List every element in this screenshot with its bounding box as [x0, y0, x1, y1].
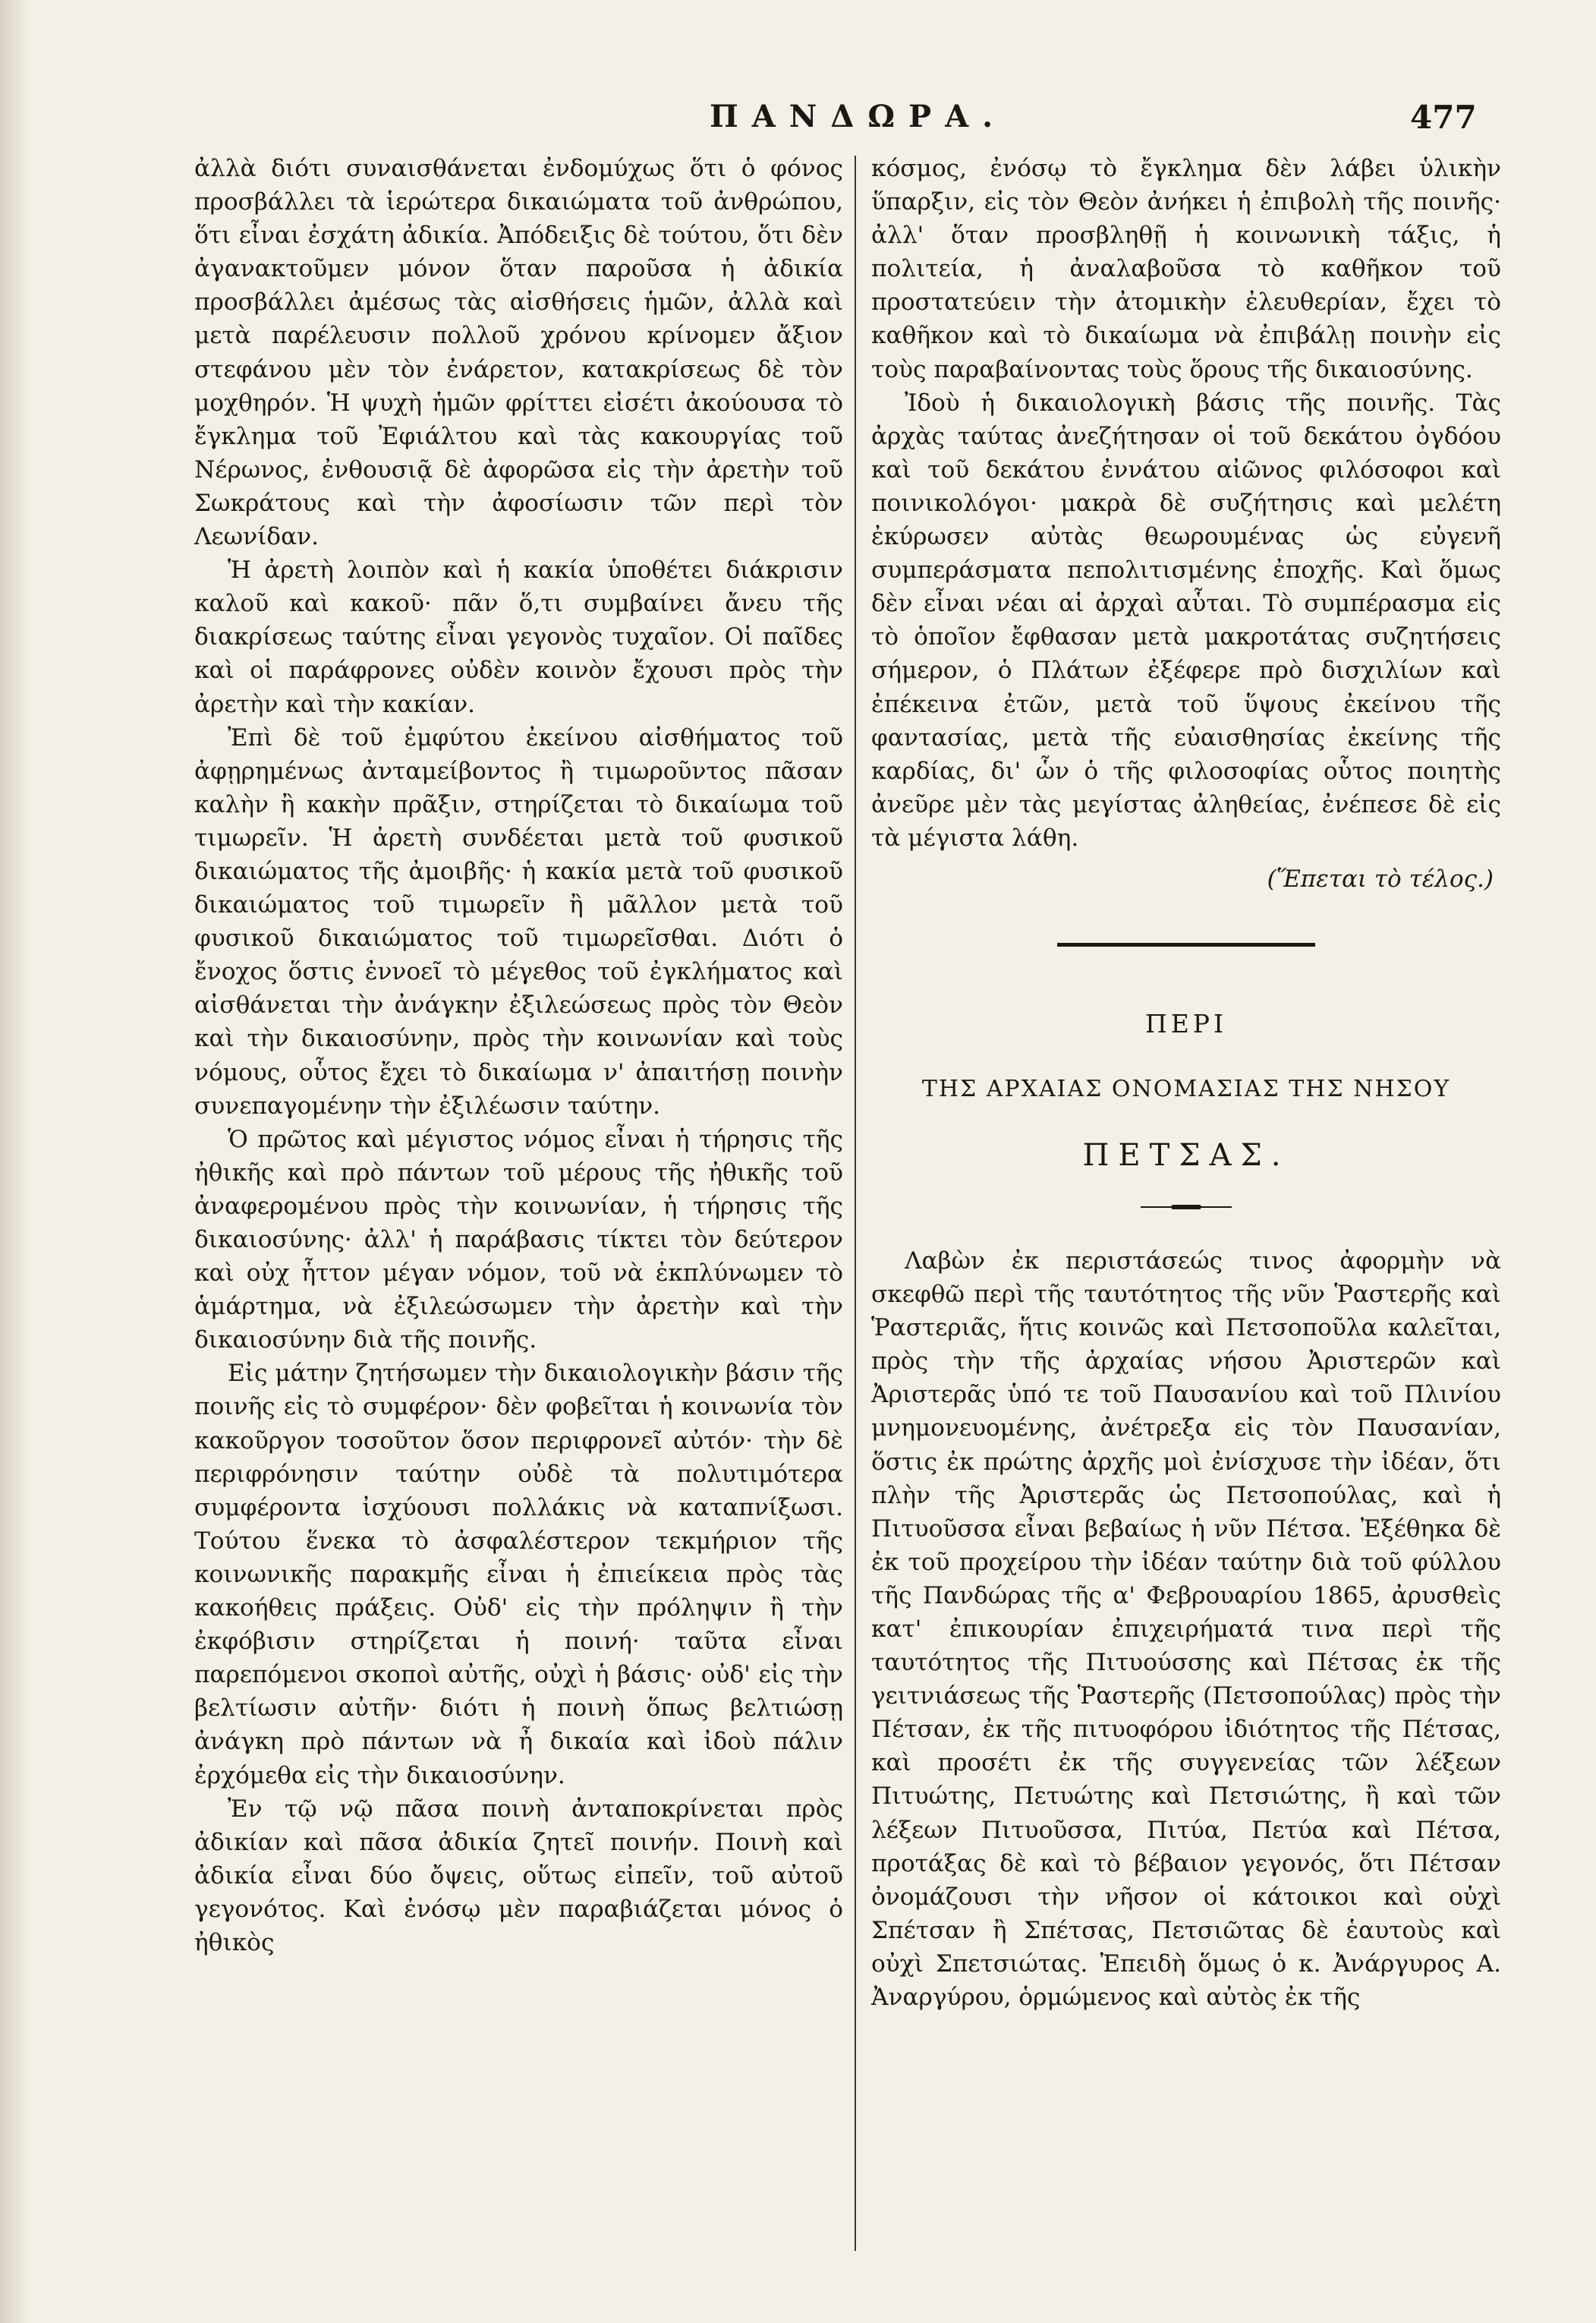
page-number: 477 [1410, 99, 1477, 136]
paragraph: Ἐπὶ δὲ τοῦ ἐμφύτου ἐκείνου αἰσθήματος τοῦ ἀφῃρημένως ἀνταμείβοντος ἢ τιμωροῦντος πᾶσαν καλὴν ἢ κακὴν πρᾶξιν, στηρίζεται τὸ δικαίωμα τοῦ τιμωρεῖν. Ἡ ἀρετὴ συνδέεται μετὰ τοῦ φυσικοῦ δικαιώματος τῆς ἀμοιβῆς· ἡ κακία μετὰ τοῦ φυσικοῦ δικαιώματος τοῦ τιμωρεῖν ἢ μᾶλλον μετὰ τοῦ φυσικοῦ δικαιώματος τοῦ τιμωρεῖσθαι. Διότι ὁ ἔνοχος ὅστις ἐννοεῖ τὸ μέγεθος τοῦ ἐγκλήματος καὶ αἰσθάνεται τὴν ἀνάγκην ἐξιλεώσεως πρὸς τὸν Θεὸν καὶ τὴν δικαιοσύνην, πρὸς τὴν κοινωνίαν καὶ τοὺς νόμους, οὗτος ἔχει τὸ δικαίωμα ν' ἀπαιτήσῃ ποινὴν συνεπαγομένην τὴν ἐξιλέωσιν ταύτην. [194, 723, 843, 1120]
column-divider [855, 156, 856, 2251]
to-be-continued-note: (Ἕπεται τὸ τέλος.) [1267, 865, 1494, 893]
running-head [0, 99, 1596, 144]
paragraph: Εἰς μάτην ζητήσωμεν τὴν δικαιολογικὴν βάσιν τῆς ποινῆς εἰς τὸ συμφέρον· δὲν φοβεῖται ἡ κοινωνία τὸν κακοῦργον τοσοῦτον ὅσον περιφρονεῖ αὐτόν· τὴν δὲ περιφρόνησιν ταύτην οὐδὲ τὰ πολυτιμότερα συμφέροντα ἰσχύουσι πολλάκις νὰ καταπνίξωσι. Τούτου ἕνεκα τὸ ἀσφαλέστερον τεκμήριον τῆς κοινωνικῆς παρακμῆς εἶναι ἡ ἐπιείκεια πρὸς τὰς κακοήθεις πράξεις. Οὐδ' εἰς τὴν πρόληψιν ἢ τὴν ἐκφόβισιν στηρίζεται ἡ ποινή· ταῦτα εἶναι παρεπόμενοι σκοποὶ αὐτῆς, οὐχὶ ἡ βάσις· οὐδ' εἰς τὴν βελτίωσιν αὐτῆν· διότι ἡ ποινὴ ὅπως βελτιώσῃ ἀνάγκη πρὸ πάντων νὰ ἦ δικαία καὶ ἰδοὺ πάλιν ἐρχόμεθα εἰς τὴν δικαιοσύνην. [194, 1360, 843, 1789]
section-divider [1057, 943, 1315, 947]
journal-title: ΠΑΝΔΩΡΑ. [710, 99, 1007, 134]
paragraph: Ἰδοὺ ἡ δικαιολογικὴ βάσις τῆς ποινῆς. Τὰς ἀρχὰς ταύτας ἀνεζήτησαν οἱ τοῦ δεκάτου ὀγδόου καὶ τοῦ δεκάτου ἐννάτου αἰῶνος φιλόσοφοι καὶ ποινικολόγοι· μακρὰ δὲ συζήτησις καὶ μελέτη ἐκύρωσεν αὐτὰς θεωρουμένας ὡς εὐγενῆ συμπεράσματα πεπολιτισμένης ἐποχῆς. Καὶ ὅμως δὲν εἶναι νέαι αἱ ἀρχαὶ αὗται. Τὸ συμπέρασμα εἰς τὸ ὁποῖον ἔφθασαν μετὰ μακροτάτας συζητήσεις σήμερον, ὁ Πλάτων ἐξέφερε πρὸ δισχιλίων καὶ ἐπέκεινα ἐτῶν, μετὰ τοῦ ὕψους ἐκείνου τῆς φαντασίας, μετὰ τῆς εὐαισθησίας ἐκείνης τῆς καρδίας, δι' ὧν ὁ τῆς φιλοσοφίας οὗτος ποιητὴς ἀνεῦρε μὲν τὰς μεγίστας ἀληθείας, ἐνέπεσε δὲ εἰς τὰ μέγιστα λάθη. [871, 389, 1501, 852]
left-column [194, 152, 843, 1959]
ornament-divider [1141, 1205, 1232, 1209]
binding-shadow [0, 0, 30, 2323]
right-column [871, 152, 1501, 2014]
paragraph: Ὁ πρῶτος καὶ μέγιστος νόμος εἶναι ἡ τήρησις τῆς ἠθικῆς καὶ πρὸ πάντων τοῦ μέρους τῆς ἠθικῆς τοῦ ἀναφερομένου πρὸς τὴν κοινωνίαν, ἡ τήρησις τῆς δικαιοσύνης· ἀλλ' ἡ παράβασις τίκτει τὸν δεύτερον καὶ οὐχ ἧττον μέγαν νόμον, τοῦ νὰ ἐκπλύνωμεν τὸ ἁμάρτημα, νὰ ἐξιλεώσωμεν τὴν ἀρετὴν καὶ τὴν δικαιοσύνην διὰ τῆς ποινῆς. [194, 1125, 843, 1354]
article-heading-peri: ΠΕΡΙ [1144, 1008, 1228, 1039]
article-body [871, 1244, 1501, 2014]
paragraph: Ἐν τῷ νῷ πᾶσα ποινὴ ἀνταποκρίνεται πρὸς ἀδικίαν καὶ πᾶσα ἀδικία ζητεῖ ποινήν. Ποινὴ καὶ ἀδικία εἶναι δύο ὄψεις, οὕτως εἰπεῖν, τοῦ αὐτοῦ γεγονότος. Καὶ ἐνόσῳ μὲν παραβιάζεται μόνος ὁ ἠθικὸς [194, 1795, 843, 1956]
paragraph: ἀλλὰ διότι συναισθάνεται ἐνδομύχως ὅτι ὁ φόνος προσβάλλει τὰ ἱερώτερα δικαιώματα τοῦ ἀνθρώπου, ὅτι εἶναι ἐσχάτη ἀδικία. Ἀπόδειξις δὲ τούτου, ὅτι δὲν ἀγανακτοῦμεν μόνον ὅταν παροῦσα ἡ ἀδικία προσβάλλει ἀμέσως τὰς αἰσθήσεις ἡμῶν, ἀλλὰ καὶ μετὰ παρέλευσιν πολλοῦ χρόνου κρίνομεν ἄξιον στεφάνου μὲν τὸν ἐνάρετον, κατακρίσεως δὲ τὸν μοχθηρόν. Ἡ ψυχὴ ἡμῶν φρίττει εἰσέτι ἀκούουσα τὸ ἔγκλημα τοῦ Ἐφιάλτου καὶ τὰς κακουργίας τοῦ Νέρωνος, ἐνθουσιᾷ δὲ ἀφορῶσα εἰς τὴν ἀρετὴν τοῦ Σωκράτους καὶ τὴν ἀφοσίωσιν τῶν περὶ τὸν Λεωνίδαν. [194, 155, 843, 551]
article-title: ΠΕΤΣΑΣ. [1082, 1137, 1290, 1173]
paragraph: κόσμος, ἐνόσῳ τὸ ἔγκλημα δὲν λάβει ὑλικὴν ὕπαρξιν, εἰς τὸν Θεὸν ἀνήκει ἡ ἐπιβολὴ τῆς ποινῆς· ἀλλ' ὅταν προσβληθῇ ἡ κοινωνικὴ τάξις, ἡ πολιτεία, ἡ ἀναλαβοῦσα τὸ καθῆκον τοῦ προστατεύειν τὴν ἀτομικὴν ἐλευθερίαν, ἔχει τὸ καθῆκον καὶ τὸ δικαίωμα νὰ ἐπιβάλῃ ποινὴν εἰς τοὺς παραβαίνοντας τοὺς ὅρους τῆς δικαιοσύνης. [871, 155, 1501, 383]
paragraph: Ἡ ἀρετὴ λοιπὸν καὶ ἡ κακία ὑποθέτει διάκρισιν καλοῦ καὶ κακοῦ· πᾶν ὅ,τι συμβαίνει ἄνευ τῆς διακρίσεως ταύτης εἶναι γεγονὸς τυχαῖον. Οἱ παῖδες καὶ οἱ παράφρονες οὐδὲν κοινὸν ἔχουσι πρὸς τὴν ἀρετὴν καὶ τὴν κακίαν. [194, 556, 843, 718]
article-heading [871, 1007, 1501, 1174]
article-subtitle: ΤΗΣ ΑΡΧΑΙΑΣ ΟΝΟΜΑΣΙΑΣ ΤΗΣ ΝΗΣΟΥ [921, 1075, 1451, 1102]
paragraph: Λαβὼν ἐκ περιστάσεώς τινος ἀφορμὴν νὰ σκεφθῶ περὶ τῆς ταυτότητος τῆς νῦν Ῥαστερῆς καὶ Ῥαστεριᾶς, ἥτις κοινῶς καὶ Πετσοποῦλα καλεῖται, πρὸς τὴν τῆς ἀρχαίας νήσου Ἀριστερῶν καὶ Ἀριστερᾶς ὑπό τε τοῦ Παυσανίου καὶ τοῦ Πλινίου μνημονευομένης, ἀνέτρεξα εἰς τὸν Παυσανίαν, ὅστις ἐκ πρώτης ἀρχῆς μοὶ ἐνίσχυσε τὴν ἰδέαν, ὅτι πλὴν τῆς Ἀριστερᾶς ὡς Πετσοπούλας, καὶ ἡ Πιτυοῦσσα εἶναι βεβαίως ἡ νῦν Πέτσα. Ἐξέθηκα δὲ ἐκ τοῦ προχείρου τὴν ἰδέαν ταύτην διὰ τοῦ φύλλου τῆς Πανδώρας τῆς α' Φεβρουαρίου 1865, ἀρυσθεὶς κατ' ἐπικουρίαν ἐπιχειρήματά τινα περὶ τῆς ταυτότητος τῆς Πιτυούσσης καὶ Πέτσας ἐκ τῆς γειτνιάσεως τῆς Ῥαστερῆς (Πετσοπούλας) πρὸς τὴν Πέτσαν, ἐκ τῆς πιτυοφόρου ἰδιότητος τῆς Πέτσας, καὶ προσέτι ἐκ τῆς συγγενείας τῶν λέξεων Πιτυώτης, Πετυώτης καὶ Πετσιώτης, ἢ καὶ τῶν λέξεων Πιτυοῦσσα, Πιτύα, Πετύα καὶ Πέτσα, προτάξας δὲ καὶ τὸ βέβαιον γεγονός, ὅτι Πέτσαν ὀνομάζουσι τὴν νῆσον οἱ κάτοικοι καὶ οὐχὶ Σπέτσαν ἢ Σπέτσας, Πετσιῶτας δὲ ἑαυτοὺς καὶ οὐχὶ Σπετσιώτας. Ἐπειδὴ ὅμως ὁ κ. Ἀνάργυρος Α. Ἀναργύρου, ὁρμώμενος καὶ αὐτὸς ἐκ τῆς [871, 1247, 1501, 2012]
